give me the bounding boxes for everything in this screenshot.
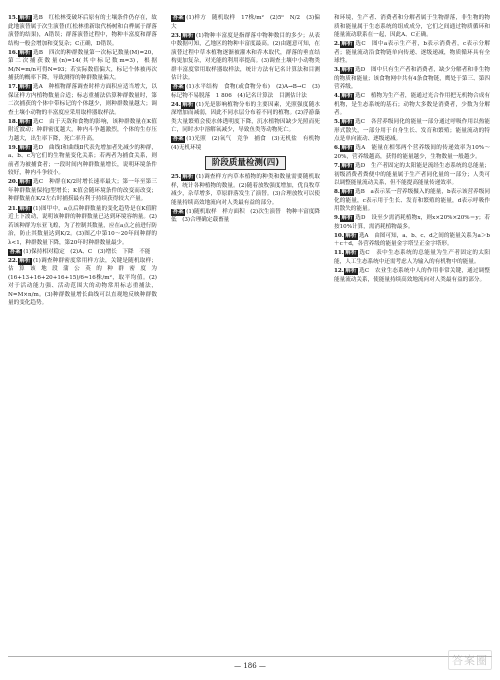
- answer-tag-badge: 解析: [345, 250, 357, 257]
- question-number: 8.: [334, 189, 340, 196]
- answer-tag-badge: 解析: [345, 268, 357, 275]
- answer-text: 选C 种群在K/2时增长速率最大；第一年至第三年种群数量保持J型增长；K值会随环境条件的改变而改变；种群数量在K/2左右时捕捞最有利于持续获得较大产量。: [8, 179, 157, 203]
- answer-paragraph: [8, 49, 157, 83]
- answer-text: (1)调查样方内草本植物的种类和数量需要随机取样，统计各种植物的数量。(2)随着放牧强度增加，优良牧草减少，杂草增多，草原群落发生了演替。(3)合理放牧可以使能量持续高效地流向对人类最有益的部分。: [171, 174, 320, 206]
- answer-tag-badge: 答案: [172, 84, 184, 91]
- question-number: 2.: [334, 41, 340, 48]
- question-number: 7.: [334, 163, 340, 170]
- answer-paragraph: [8, 257, 157, 308]
- answer-tag-badge: 解析: [19, 257, 31, 264]
- question-number: 19.: [8, 144, 18, 151]
- answer-tag-badge: 答案: [172, 208, 184, 215]
- answer-paragraph: [334, 92, 490, 118]
- answer-paragraph: [8, 144, 157, 178]
- answer-text: 选C 农业生态系统中人的作用非常关键，通过调整能量流动关系，使能量持续高效地流向对人类最有益的部分。: [334, 268, 490, 283]
- answer-text: (1)光照 (2)氧气 竞争 捕食 (3)无机盐 有机物 (4)无机环境: [171, 136, 326, 151]
- answer-text: (1)样方 随机取样 17株/m² (2)5⁰ N/2 (3)偏大: [171, 15, 320, 30]
- answer-paragraph: [171, 101, 320, 135]
- answer-tag-badge: 解析: [341, 119, 353, 126]
- text-column-left: [8, 14, 157, 654]
- answer-text: 选C 由于天敌和食物的影响，该种群数量在K值附近波动；种群密度越大，种内斗争越激烈，个体的生存压力越大，出生率下降，死亡率升高。: [8, 118, 157, 142]
- answer-tag-badge: 答案: [172, 15, 184, 21]
- answer-tag-badge: 解析: [341, 163, 353, 170]
- watermark-logo: 答案圈: [448, 650, 492, 670]
- answer-text: 选C 植物为生产者，能通过光合作用把无机物合成有机物，是生态系统的基石；动物大多数是消费者，少数为分解者。: [334, 93, 490, 117]
- section-title: [171, 156, 320, 170]
- answer-text: 选D 曲线Ⅰ和曲线Ⅱ代表先增加者先减少的种群，a、b、c为它们的生物量变化关系；若两者为捕食关系，则前者为被捕食者；一段时间内种群数量增长，说明环境条件较好，种内斗争较小。: [8, 144, 157, 177]
- question-number: 20.: [8, 179, 18, 186]
- question-number: 18.: [8, 118, 18, 125]
- answer-tag-badge: 解析: [341, 189, 353, 196]
- question-number: 11.: [334, 250, 344, 257]
- answer-paragraph: [334, 118, 490, 144]
- answer-paragraph: [334, 249, 490, 266]
- answer-tag-badge: 解析: [345, 232, 357, 239]
- answer-text: 选D 生产者固定的太阳能是流经生态系统的总能量；初级消费者粪便中的能量属于生产者同化量的一部分；人类可以调整能量流动关系，但不能提高能量传递效率。: [334, 163, 490, 187]
- answer-text: (1)调查种群密度常用样方法，关键是随机取样；估算该地段蒲公英的种群密度为(16+13+16+20+16+15)/6≈16株/m²，取平均值。(2)对于活动能力强、活动范围大的动物常用标志重捕法，N=M×n/m。(3)种群数量增长曲线可以直观地反映种群数量的变化趋势。: [8, 257, 157, 307]
- answer-tag-badge: 解析: [19, 49, 31, 56]
- answer-paragraph: [8, 118, 157, 144]
- answer-paragraph: [334, 40, 490, 66]
- question-number: 16.: [8, 49, 18, 56]
- answer-paragraph: [334, 232, 490, 249]
- question-number: 9.: [334, 215, 340, 222]
- answer-paragraph: [171, 135, 326, 152]
- section-title-text: 阶段质量检测(四): [205, 156, 286, 170]
- answer-tag-badge: 解析: [341, 145, 353, 152]
- question-number: 3.: [334, 67, 340, 74]
- question-number: 24.: [171, 101, 181, 108]
- answer-text: 选B 四次的种群数量第一次标记数量(M)=20，第二次捕获数量(n)=14(其中标记数m=3)，根据M/N=m/n可得N=93；若实际数值偏大，标记个体被再次捕获的概率下降，导致测得的种群数量偏大。: [8, 49, 157, 82]
- answer-text: (1)光是影响植物分布的主要因素，光照强度随水深增加而减弱，因此不同水层分布着不同的植物。(2)浮游藻类大量繁殖会使水体透明度下降，沉水植物因缺少光照而死亡，同时水中溶解氧减少，导致鱼类等动物死亡。: [171, 101, 320, 134]
- answer-text: 选B 红松林受破坏后原有的土壤条件仍存在，故此地演替属于次生演替(红松林重新取代杨树和白桦属于群落演替的结果)，A错误；群落演替过程中，物种丰富度和群落结构一般会增加和变复杂；C正确，D错误。: [8, 15, 157, 47]
- answer-paragraph: [8, 205, 157, 248]
- answer-tag-badge: 解析: [19, 179, 31, 186]
- answer-text: 和环境，生产者、消费者和分解者属于生物群落，非生物的物质和能量属于生态系统的组成成分，它们之间通过物质循环和能量流动联系在一起，因此A、C正确。: [334, 15, 490, 38]
- answer-text: 选C 图中a表示生产者，b表示消费者，c表示分解者；能量流动沿食物链单向传递、逐级递减，物质循环具有全球性。: [334, 41, 490, 65]
- answer-text: 选A 种植物群落调查时样方面积应适当增大，以保证样方内植物数量合适；标志重捕法估算种群数量时，第二次捕获的个体中带标记的个体越少，则种群数量越大；调查土壤小动物的丰富度应采用取样器取样法。: [8, 84, 157, 116]
- answer-paragraph: [171, 83, 320, 100]
- answer-text: (1)物种丰富度是指群落中物种数目的多少；从表中数据可知，乙地区的物种丰富度最高。(2)由题意可知，在演替过程中草本植物逐渐被灌木和乔木取代，群落的垂直结构更加复杂，对光能的利用率提高。(3)调查土壤中小动物类群丰富度常用取样器取样法，统计方法有记名计算法和目测估计法。: [171, 32, 320, 82]
- question-number: 10.: [334, 232, 344, 239]
- question-number: 22.: [8, 257, 18, 264]
- answer-paragraph: [8, 14, 157, 48]
- answer-tag-badge: 解析: [19, 15, 31, 21]
- footer-rule: [8, 656, 492, 657]
- answer-text: 选D 设至少需消耗植物x，则x×20%×20%＝y；若按10%计算，需消耗植物最多。: [334, 215, 490, 230]
- text-column-right: [334, 14, 490, 654]
- answer-paragraph: [334, 214, 490, 231]
- page-number: — 186 —: [234, 662, 266, 670]
- answer-text: (1)水平结构 食物(或食物分布) (2)A→B→C (3)标记物不易脱落 1 806 (4)记名计算法 目测估计法: [171, 84, 320, 99]
- answer-paragraph: [334, 267, 490, 284]
- text-column-middle: [171, 14, 326, 654]
- answer-tag-badge: 解析: [182, 101, 194, 108]
- answer-tag-badge: 解析: [341, 93, 353, 100]
- answer-tag-badge: 答案: [172, 136, 184, 143]
- answer-text: 选B a表示某一营养级摄入的能量，b表示该营养级同化的能量，c表示用于生长、发育和繁殖的能量，d表示呼吸作用散失的能量。: [334, 189, 490, 213]
- question-number: 17.: [8, 84, 18, 91]
- answer-text: 选C 各营养级同化的能量一部分通过呼吸作用以热能形式散失，一部分用于自身生长、发育和繁殖；能量流动的特点是单向流动、逐级递减。: [334, 119, 490, 143]
- answer-tag-badge: 解析: [341, 215, 353, 222]
- answer-tag-badge: 解析: [19, 144, 31, 151]
- question-number: 12.: [334, 268, 344, 275]
- question-number: 15.: [8, 15, 18, 21]
- question-number: 21.: [8, 205, 18, 212]
- answer-text: 选A 由图可知，a、b、c、d之间的能量关系为a＞b＋c＋d，各营养级的能量金字塔呈正金字塔形。: [334, 232, 490, 248]
- answer-paragraph: [334, 66, 490, 92]
- answer-tag-badge: 解析: [341, 41, 353, 48]
- answer-paragraph: [334, 144, 490, 161]
- answer-paragraph: [8, 83, 157, 117]
- answer-tag-badge: 解析: [182, 174, 194, 181]
- answer-text: (1)图甲中，a点后种群数量的变化趋势是在K值附近上下波动，说明该种群的种群数量已达到环境容纳量。(2)若该种群为东亚飞蝗，为了控制其数量，应在a点之前进行防治，防止其数量达到K/2。(3)图乙中第10～20年间种群的λ<1，种群数量下降，第20年时种群数量最少。: [8, 205, 157, 246]
- answer-tag-badge: 解析: [341, 67, 353, 74]
- answer-tag-badge: 解析: [19, 118, 31, 125]
- answer-text: (1)保持相对稳定 (2)A、C (3)增长 下降 不能: [23, 248, 151, 255]
- answer-paragraph: [171, 14, 320, 31]
- answer-paragraph: [8, 248, 157, 257]
- answer-tag-badge: 解析: [19, 205, 31, 212]
- answer-text: (1)随机取样 样方面积 (2)次生演替 物种丰富度降低 (3)合理确定载畜量: [171, 208, 320, 224]
- answer-paragraph: [171, 173, 320, 207]
- answer-tag-badge: 答案: [9, 248, 21, 255]
- answer-paragraph: [334, 162, 490, 188]
- answer-tag-badge: 解析: [19, 84, 31, 91]
- answer-text: 选D 图中只有生产者和消费者，缺少分解者和非生物的物质和能量；该食物网中共有4条食物链，鹰处于第三、第四营养级。: [334, 67, 490, 91]
- answer-tag-badge: 解析: [182, 32, 194, 39]
- answer-paragraph: [8, 178, 157, 204]
- answer-paragraph: [171, 208, 320, 225]
- answer-text: 选A 能量在相邻两个营养级间的传递效率为10%～20%，营养级越高，获得的能量越少，生物数量一般越少。: [334, 145, 490, 160]
- question-number: 4.: [334, 93, 340, 100]
- answer-paragraph: [171, 32, 320, 83]
- answer-paragraph: [334, 188, 490, 214]
- answer-paragraph: [334, 14, 490, 40]
- answer-text: 选C 表中生态系统的总能量为生产者固定的太阳能，人工生态系统中还需考虑人为输入的有机物中的能量。: [334, 250, 490, 265]
- question-number: 23.: [171, 32, 181, 39]
- question-number: 6.: [334, 145, 340, 152]
- question-number: 25.: [171, 174, 181, 181]
- question-number: 5.: [334, 119, 340, 126]
